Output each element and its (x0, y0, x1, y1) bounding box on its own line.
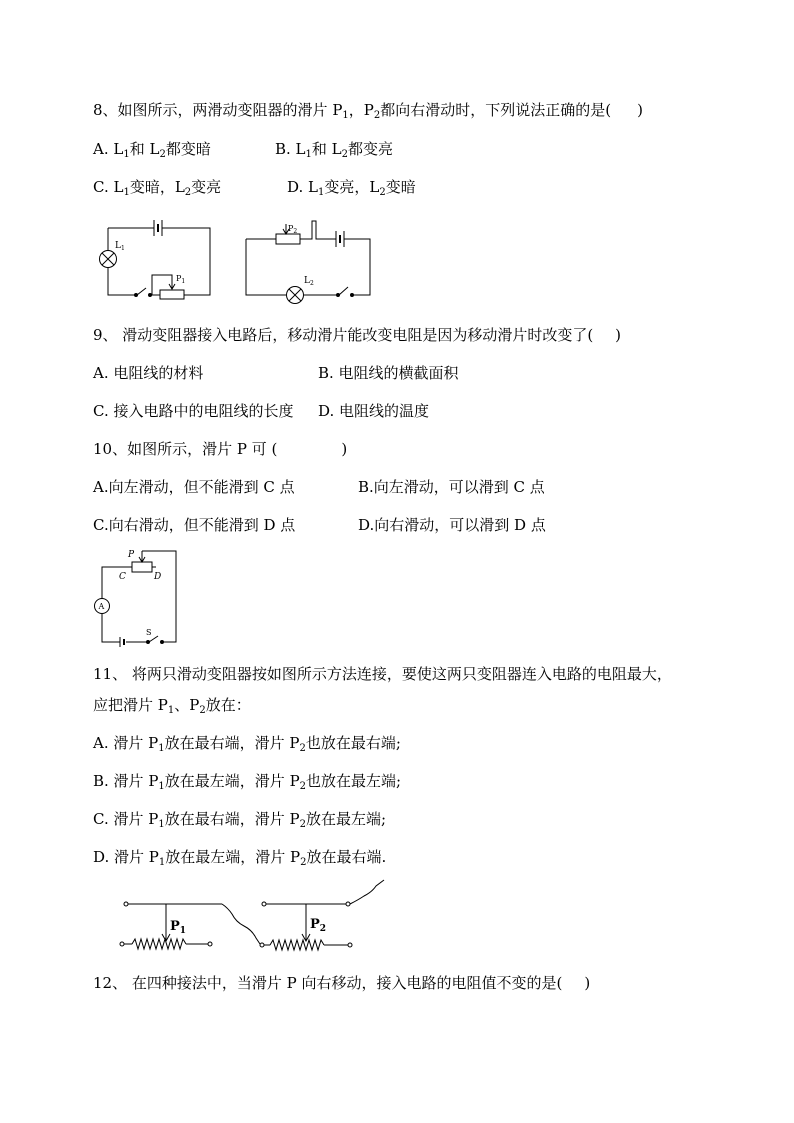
q8-fig-p1-label: $P_1$ (176, 274, 186, 285)
q10-option-c: C.向右滑动，但不能滑到 D 点 (93, 516, 296, 534)
q9-option-a: A. 电阻线的材料 (93, 364, 204, 382)
q11-option-a: A. 滑片 $P_1$放在最右端，滑片 $P_2$也放在最右端; (93, 734, 401, 754)
q11-option-d: D. 滑片 $P_1$放在最左端，滑片 $P_2$放在最右端. (93, 848, 387, 868)
q9-option-c: C. 接入电路中的电阻线的长度 (93, 402, 294, 420)
q8-fig-p2-label: $P_2$ (288, 224, 298, 235)
q9-stem: 9、 滑动变阻器接入电路后，移动滑片能改变电阻是因为移动滑片时改变了( ) (93, 326, 622, 344)
q11-fig-p2-label: $P_2$ (310, 917, 327, 934)
q8-circuit-left (90, 215, 220, 305)
q8-option-a: A. $L_1$和 $L_2$都变暗 (93, 140, 211, 160)
q11-option-c: C. 滑片 $P_1$放在最右端，滑片 $P_2$放在最左端; (93, 810, 387, 830)
q9-option-d: D. 电阻线的温度 (318, 402, 430, 420)
q10-fig-c-label: C (119, 572, 126, 582)
q8-stem: 8、如图所示，两滑动变阻器的滑片 $P_1$，$P_2$都向右滑动时，下列说法正确的是( ) (93, 101, 643, 121)
q10-fig-d-label: D (154, 572, 162, 582)
q8-option-c: C. $L_1$变暗，$L_2$变亮 (93, 178, 222, 198)
q10-fig-switch-label: S (146, 628, 152, 637)
q12-stem: 12、 在四种接法中，当滑片 P 向右移动，接入电路的电阻值不变的是( ) (93, 974, 591, 992)
q8-fig-l1-label: $L_1$ (115, 241, 125, 252)
q10-option-b: B.向左滑动，可以滑到 C 点 (358, 478, 545, 496)
q9-option-b: B. 电阻线的横截面积 (318, 364, 459, 382)
q10-option-a: A.向左滑动，但不能滑到 C 点 (93, 478, 295, 496)
q8-option-d: D. $L_1$变亮，$L_2$变暗 (287, 178, 416, 198)
q10-circuit (92, 546, 184, 646)
q10-fig-ammeter-label: A (98, 602, 105, 611)
q8-circuit-right (240, 215, 380, 305)
q10-fig-p-label: P (128, 550, 135, 560)
q11-stem-line2: 应把滑片 $P_1$、$P_2$放在： (93, 696, 251, 716)
q11-fig-p1-label: $P_1$ (170, 919, 187, 936)
q11-stem-line1: 11、 将两只滑动变阻器按如图所示方法连接，要使这两只变阻器连入电路的电阻最大， (93, 665, 672, 683)
q8-option-b: B. $L_1$和 $L_2$都变亮 (275, 140, 394, 160)
q10-stem: 10、如图所示，滑片 P 可 ( ) (93, 440, 348, 458)
q10-option-d: D.向右滑动，可以滑到 D 点 (358, 516, 546, 534)
q11-option-b: B. 滑片 $P_1$放在最左端，滑片 $P_2$也放在最左端; (93, 772, 402, 792)
q8-fig-l2-label: $L_2$ (304, 276, 314, 287)
q11-rheostats-figure (112, 878, 392, 958)
